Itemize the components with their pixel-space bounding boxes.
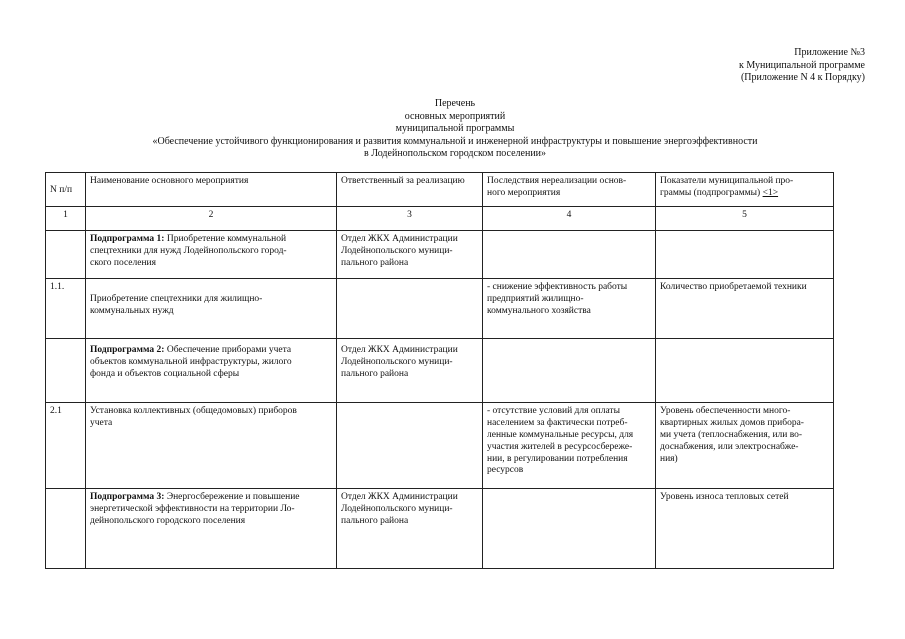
subprogram-3-name: Подпрограмма 3: Энергосбережение и повышение энергетической эффективности на территории Ло- дейнопольского городского поселения [86, 489, 337, 569]
subprogram-1-consequences [483, 231, 656, 279]
heading-line-1: Перечень [434, 98, 476, 109]
subprogram-2-responsible: Отдел ЖКХ Администрации Лодейнопольского муници- пального района [337, 339, 483, 403]
measure-1-1-name: Приобретение спецтехники для жилищно- коммунальных нужд [86, 279, 337, 339]
table-row-1-1 [46, 279, 834, 339]
appendix-note [739, 47, 865, 85]
heading-line-4: «Обеспечение устойчивого функционирования и развития коммунальной и инженерной инфраструктуры и повышение энергоэффективности [152, 135, 758, 147]
header-responsible: Ответственный за реализацию [337, 173, 483, 207]
subprogram-1-name: Подпрограмма 1: Приобретение коммунальной спецтехники для нужд Лодейнопольского город- ского поселения [86, 231, 337, 279]
column-index-row [46, 207, 834, 231]
row-num-2-1: 2.1 [46, 403, 86, 489]
row-num [46, 231, 86, 279]
measure-1-1-responsible [337, 279, 483, 339]
row-num [46, 489, 86, 569]
subprogram-2-name: Подпрограмма 2: Обеспечение приборами учета объектов коммунальной инфраструктуры, жилого фонда и объектов социальной сферы [86, 339, 337, 403]
document-heading [110, 98, 800, 161]
header-indicators-line-1: Показатели муниципальной про- [660, 176, 794, 186]
row-num [46, 339, 86, 403]
heading-line-3: муниципальной программы [395, 123, 515, 134]
header-indicators-line-2: граммы (подпрограммы) <1> [660, 187, 779, 198]
table-row-subprogram-3 [46, 489, 834, 569]
subprogram-3-responsible: Отдел ЖКХ Администрации Лодейнопольского муници- пального района [337, 489, 483, 569]
table-header-row [46, 173, 834, 207]
heading-line-5: в Лодейнопольском городском поселении» [363, 148, 547, 159]
appendix-line-2: к Муниципальной программе [738, 59, 865, 71]
header-num: N п/п [46, 173, 86, 207]
measure-2-1-responsible [337, 403, 483, 489]
header-consequences [483, 173, 656, 207]
measures-table [45, 172, 834, 569]
column-index-5: 5 [656, 207, 834, 231]
header-indicators [656, 173, 834, 207]
table-row-2-1 [46, 403, 834, 489]
header-name: Наименование основного мероприятия [86, 173, 337, 207]
table-row-subprogram-2 [46, 339, 834, 403]
row-num-1-1: 1.1. [46, 279, 86, 339]
subprogram-1-responsible: Отдел ЖКХ Администрации Лодейнопольского муници- пального района [337, 231, 483, 279]
heading-line-2: основных мероприятий [404, 110, 506, 122]
subprogram-2-consequences [483, 339, 656, 403]
column-index-4: 4 [483, 207, 656, 231]
measure-2-1-indicators: Уровень обеспеченности много- квартирных жилых домов прибора- ми учета (теплоснабжения, или во- доснабжения, или электроснабже- ния) [656, 403, 834, 489]
measure-1-1-consequences: - снижение эффективность работы предприятий жилищно- коммунального хозяйства [483, 279, 656, 339]
header-consequences-line-2: ного мероприятия [487, 187, 561, 198]
subprogram-2-indicators [656, 339, 834, 403]
subprogram-1-indicators [656, 231, 834, 279]
column-index-2: 2 [86, 207, 337, 231]
column-index-3: 3 [337, 207, 483, 231]
appendix-line-3: (Приложение N 4 к Порядку) [740, 72, 865, 83]
measure-1-1-indicators: Количество приобретаемой техники [656, 279, 834, 339]
header-consequences-line-1: Последствия нереализации основ- [487, 176, 627, 186]
table-row-subprogram-1 [46, 231, 834, 279]
subprogram-3-consequences [483, 489, 656, 569]
appendix-line-1: Приложение №3 [794, 47, 865, 58]
measure-2-1-name: Установка коллективных (общедомовых) приборов учета [86, 403, 337, 489]
column-index-1: 1 [46, 207, 86, 231]
measure-2-1-consequences: - отсутствие условий для оплаты населением за фактически потреб- ленные коммунальные ресурсы, для участия жителей в ресурсосбереже- нии, в регулировании потребления ресурсов [483, 403, 656, 489]
footnote-ref-link[interactable]: <1> [762, 187, 779, 198]
subprogram-3-indicators: Уровень износа тепловых сетей [656, 489, 834, 569]
